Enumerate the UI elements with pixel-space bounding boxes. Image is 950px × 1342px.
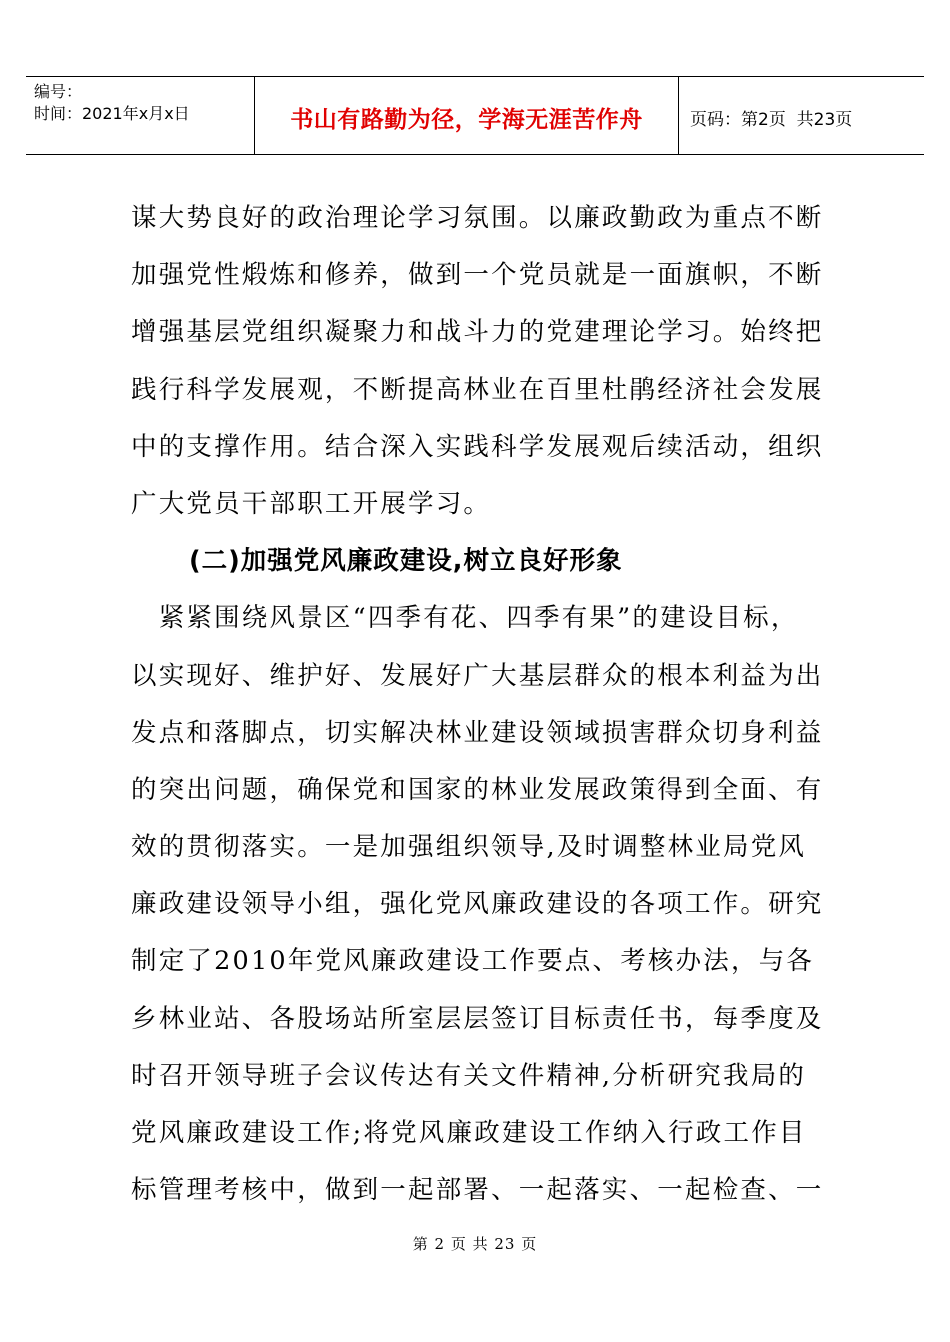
section-heading: (二)加强党风廉政建设,树立良好形象 [189, 546, 623, 577]
body-line: 乡林业站、各股场站所室层层签订目标责任书，每季度及 [131, 1003, 824, 1034]
body-line: 党风廉政建设工作;将党风廉政建设工作纳入行政工作目 [131, 1118, 807, 1148]
body-line: 谋大势良好的政治理论学习氛围。以廉政勤政为重点不断 [131, 203, 824, 233]
body-line: 中的支撑作用。结合深入实践科学发展观后续活动，组织 [131, 431, 824, 462]
doc-number-label: 编号： [34, 82, 83, 101]
body-line: 标管理考核中，做到一起部署、一起落实、一起检查、一 [131, 1175, 824, 1206]
body-line: 增强基层党组织凝聚力和战斗力的党建理论学习。始终把 [131, 317, 824, 348]
doc-meta [34, 81, 190, 125]
body-line: 广大党员干部职工开展学习。 [131, 488, 492, 519]
body-line: 以实现好、维护好、发展好广大基层群众的根本利益为出 [131, 660, 824, 691]
doc-time-label: 时间：2021年x月x日 [34, 104, 190, 123]
page-footer: 第 2 页 共 23 页 [412, 1235, 538, 1253]
document-body [131, 190, 831, 1219]
body-line: 的突出问题，确保党和国家的林业发展政策得到全面、有 [131, 774, 824, 805]
body-line: 发点和落脚点，切实解决林业建设领域损害群众切身利益 [131, 717, 824, 748]
header-motto: 书山有路勤为径，学海无涯苦作舟 [290, 107, 643, 133]
header-page-info: 页码：第2页 共23页 [690, 110, 853, 130]
body-line: 加强党性煅炼和修养，做到一个党员就是一面旗帜，不断 [131, 260, 824, 291]
page-header [26, 76, 924, 155]
body-line: 制定了2010年党风廉政建设工作要点、考核办法，与各 [131, 946, 815, 977]
body-line: 践行科学发展观，不断提高林业在百里杜鹃经济社会发展 [131, 374, 824, 405]
body-line: 效的贯彻落实。一是加强组织领导,及时调整林业局党风 [131, 832, 807, 863]
header-divider [678, 77, 679, 155]
body-line: 廉政建设领导小组，强化党风廉政建设的各项工作。研究 [131, 889, 824, 920]
body-line: 紧紧围绕风景区“四季有花、四季有果”的建设目标， [131, 603, 799, 634]
body-line: 时召开领导班子会议传达有关文件精神,分析研究我局的 [131, 1060, 807, 1091]
